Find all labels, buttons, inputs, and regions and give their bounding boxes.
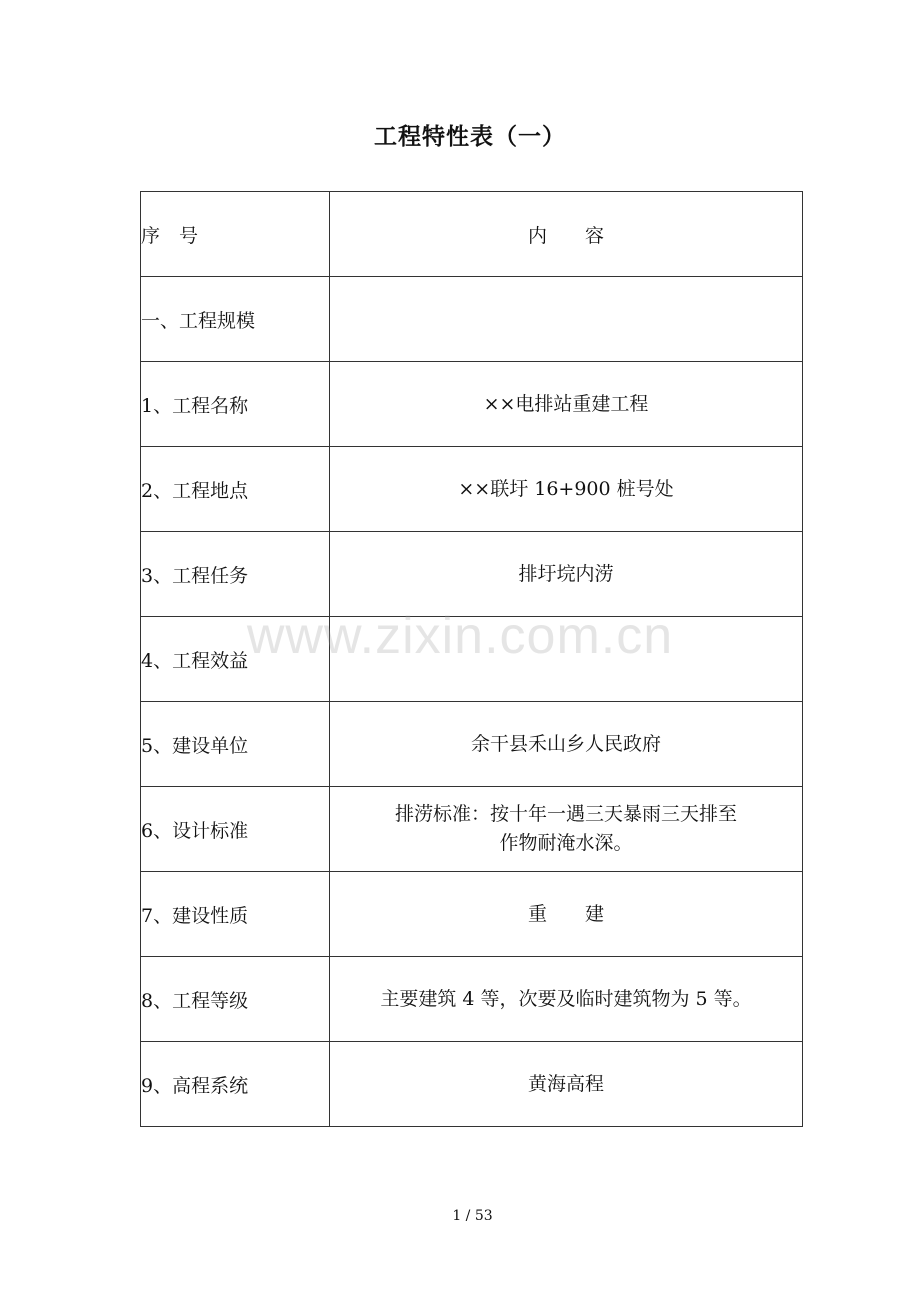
row-label: 5、建设单位 [141,702,330,787]
row-label: 3、工程任务 [141,532,330,617]
row-label: 9、高程系统 [141,1042,330,1127]
row-value [330,787,803,872]
table-row [141,362,803,447]
table-header-row [141,192,803,277]
table-row [141,447,803,532]
row-label: 1、工程名称 [141,362,330,447]
row-value: 余干县禾山乡人民政府 [330,702,803,787]
section-label: 一、工程规模 [141,277,330,362]
row-value: ××电排站重建工程 [330,362,803,447]
row-value: ××联圩 16+900 桩号处 [330,447,803,532]
row-value: 排圩垸内涝 [330,532,803,617]
table-row [141,872,803,957]
table-row-section [141,277,803,362]
row-label: 4、工程效益 [141,617,330,702]
row-label: 8、工程等级 [141,957,330,1042]
table-row [141,532,803,617]
table-row [141,702,803,787]
document-title: 工程特性表（一） [374,123,566,150]
row-label: 7、建设性质 [141,872,330,957]
section-value [330,277,803,362]
row-value: 重 建 [330,872,803,957]
page-number: 1 / 53 [452,1208,493,1224]
table-row [141,1042,803,1127]
watermark: www.zixin.com.cn [246,607,674,665]
header-content: 内 容 [330,192,803,277]
row-value-line-2: 作物耐淹水深。 [499,832,633,854]
row-label: 6、设计标准 [141,787,330,872]
row-value: 黄海高程 [330,1042,803,1127]
table-row [141,787,803,872]
row-value-line-1: 排涝标准：按十年一遇三天暴雨三天排至 [394,803,737,825]
table-row [141,617,803,702]
row-value: 主要建筑 4 等，次要及临时建筑物为 5 等。 [330,957,803,1042]
engineering-spec-table [140,191,803,1127]
row-value [330,617,803,702]
table-row [141,957,803,1042]
header-serial: 序 号 [141,192,330,277]
row-label: 2、工程地点 [141,447,330,532]
